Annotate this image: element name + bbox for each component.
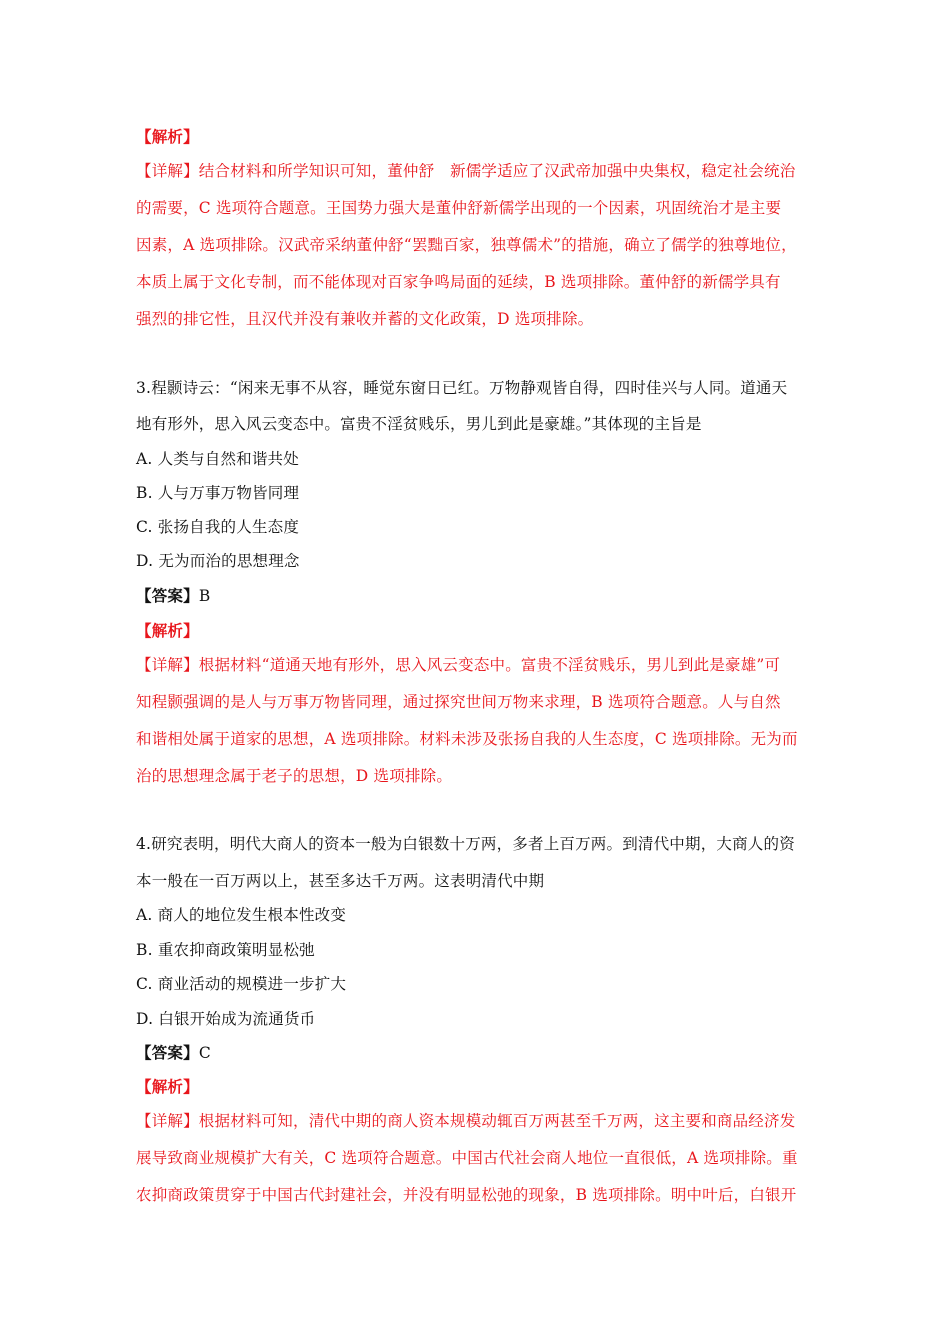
q3-answer — [136, 586, 210, 606]
q3-detail-line: 知程颢强调的是人与万事万物皆同理，通过探究世间万物来求理，B 选项符合题意。人与自然 — [136, 693, 781, 711]
q3-detail-line: 和谐相处属于道家的思想，A 选项排除。材料未涉及张扬自我的人生态度，C 选项排除。无为而 — [136, 730, 798, 748]
q2-detail-line: 强烈的排它性，且汉代并没有兼收并蓄的文化政策，D 选项排除。 — [136, 310, 594, 328]
q3-option-c: C. 张扬自我的人生态度 — [136, 518, 300, 536]
q4-option-a: A. 商人的地位发生根本性改变 — [136, 906, 347, 924]
q4-answer — [136, 1043, 211, 1063]
q4-stem-line: 本一般在一百万两以上，甚至多达千万两。这表明清代中期 — [136, 872, 545, 890]
q3-analysis-heading: 【解析】 — [136, 621, 199, 640]
q4-option-b: B. 重农抑商政策明显松弛 — [136, 941, 315, 959]
q3-detail-line: 治的思想理念属于老子的思想，D 选项排除。 — [136, 767, 453, 785]
q2-detail-line: 本质上属于文化专制，而不能体现对百家争鸣局面的延续，B 选项排除。董仲舒的新儒学具有 — [136, 273, 781, 291]
answer-value: B — [198, 587, 211, 605]
q3-detail-line: 【详解】根据材料“道通天地有形外，思入风云变态中。富贵不淫贫贱乐，男儿到此是豪雄”可 — [136, 656, 781, 674]
q3-option-d: D. 无为而治的思想理念 — [136, 552, 300, 570]
q3-stem-line: 3.程颢诗云：“闲来无事不从容，睡觉东窗日已红。万物静观皆自得，四时佳兴与人同。道通天 — [136, 379, 788, 397]
q2-detail-line: 【详解】结合材料和所学知识可知，董仲舒 新儒学适应了汉武帝加强中央集权，稳定社会统治 — [136, 162, 796, 180]
q4-stem-line: 4.研究表明，明代大商人的资本一般为白银数十万两，多者上百万两。到清代中期，大商人的资 — [136, 835, 795, 853]
q4-option-d: D. 白银开始成为流通货币 — [136, 1010, 316, 1028]
q4-option-c: C. 商业活动的规模进一步扩大 — [136, 975, 347, 993]
q4-detail-line: 农抑商政策贯穿于中国古代封建社会，并没有明显松弛的现象，B 选项排除。明中叶后，白银开 — [136, 1186, 797, 1204]
answer-label: 【答案】 — [136, 1043, 199, 1062]
q4-detail-line: 展导致商业规模扩大有关，C 选项符合题意。中国古代社会商人地位一直很低，A 选项排除。重 — [136, 1149, 798, 1167]
q3-option-a: A. 人类与自然和谐共处 — [136, 450, 299, 468]
q3-stem-line: 地有形外，思入风云变态中。富贵不淫贫贱乐，男儿到此是豪雄。”其体现的主旨是 — [136, 415, 702, 433]
q2-detail-line: 因素，A 选项排除。汉武帝采纳董仲舒“罢黜百家，独尊儒术”的措施，确立了儒学的独尊地位， — [136, 236, 797, 254]
q4-analysis-heading: 【解析】 — [136, 1077, 199, 1096]
answer-label: 【答案】 — [136, 586, 199, 605]
answer-value: C — [198, 1044, 211, 1062]
q2-detail-line: 的需要，C 选项符合题意。王国势力强大是董仲舒新儒学出现的一个因素，巩固统治才是主要 — [136, 199, 782, 217]
q4-detail-line: 【详解】根据材料可知，清代中期的商人资本规模动辄百万两甚至千万两，这主要和商品经济发 — [136, 1112, 796, 1130]
q3-option-b: B. 人与万事万物皆同理 — [136, 484, 300, 502]
q2-analysis-heading: 【解析】 — [136, 127, 199, 146]
